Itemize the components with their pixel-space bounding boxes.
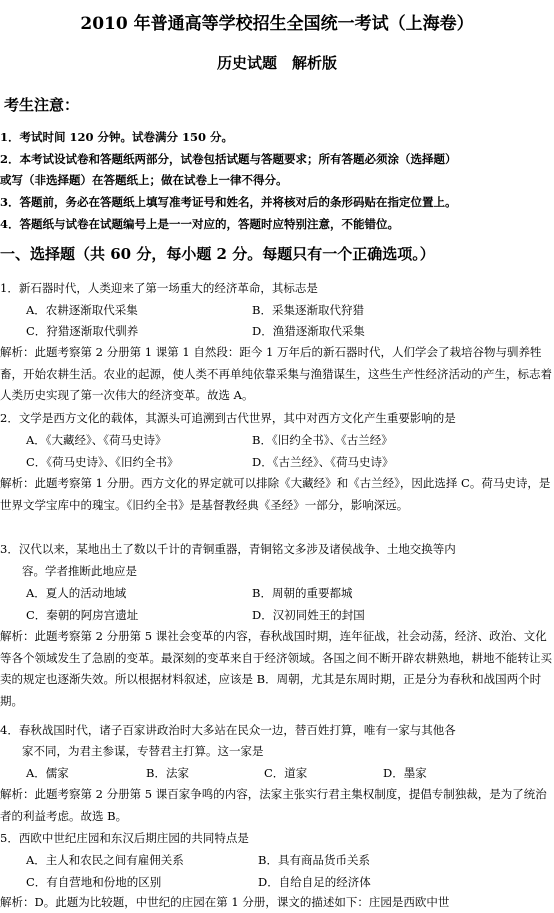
question-stem-continued: 容。学者推断此地应是 <box>22 564 137 578</box>
question-stem-continued: 家不同，为君主参谋，专替君主打算。这一家是 <box>22 744 264 758</box>
answer-analysis: 解析：此题考察第 2 分册第 5 课百家争鸣的内容，法家主张实行君主集权制度，提倡专制独裁，是为了统治者的利益考虑。故选 B。 <box>0 787 547 823</box>
notice-item: 2．本考试设试卷和答题纸两部分，试卷包括试题与答题要求；所有答题必须涂（选择题） <box>0 152 457 166</box>
answer-analysis: 解析：此题考察第 2 分册第 5 课社会变革的内容，春秋战国时期，连年征战，社会动荡，经济、政治、文化等各个领域发生了急剧的变革。最深刻的变革来自于经济领域。各国之间不断开辟农耕熟地，耕地不能转让买卖的规定也逐渐失效。所以根据材料叙述，应该是 B．周朝，尤其是东周时期，正是分为春秋和战国两个时期。 <box>0 629 552 708</box>
option-c: C．狩猎逐渐取代驯养 <box>26 324 139 338</box>
option-d: D．汉初同姓王的封国 <box>252 608 365 622</box>
answer-analysis: 解析：此题考察第 2 分册第 1 课第 1 自然段：距今 1 万年后的新石器时代，人们学会了栽培谷物与驯养牲畜，开始农耕生活。农业的起源，使人类不再单纯依靠采集与渔猎谋生，这些生产性经济活动的产生，标志着人类历史实现了第一次伟大的经济变革。故选 A。 <box>0 345 552 402</box>
question-stem: 3．汉代以来，某地出土了数以千计的青铜重器，青铜铭文多涉及诸侯战争、土地交换等内 <box>0 542 456 556</box>
option-c: C．《荷马史诗》、《旧约全书》 <box>26 455 179 469</box>
page-title: 2010 年普通高等学校招生全国统一考试（上海卷） <box>80 14 474 34</box>
option-d: D．自给自足的经济体 <box>258 875 371 889</box>
option-a: A．《大藏经》、《荷马史诗》 <box>26 433 167 447</box>
option-a: A．夏人的活动地域 <box>26 586 127 600</box>
option-a: A．农耕逐渐取代采集 <box>26 303 138 317</box>
notice-heading: 考生注意： <box>4 96 80 114</box>
option-d: D．墨家 <box>383 766 427 780</box>
section-heading: 一、选择题（共 60 分，每小题 2 分。每题只有一个正确选项。） <box>0 245 435 263</box>
option-b: B．采集逐渐取代狩猎 <box>252 303 364 317</box>
option-c: C．有自营地和份地的区别 <box>26 875 162 889</box>
question-stem: 1．新石器时代，人类迎来了第一场重大的经济革命，其标志是 <box>0 281 318 295</box>
option-d: D．渔猎逐渐取代采集 <box>252 324 365 338</box>
option-a: A．主人和农民之间有雇佣关系 <box>26 853 184 867</box>
option-d: D．《古兰经》、《荷马史诗》 <box>252 455 394 469</box>
answer-analysis: 解析：此题考察第 1 分册。西方文化的界定就可以排除《大藏经》和《古兰经》，因此选择 C。荷马史诗，是世界文学宝库中的瑰宝。《旧约全书》是基督教经典《圣经》一部分，影响深远。 <box>0 476 551 512</box>
notice-item: 或写（非选择题）在答题纸上；做在试卷上一律不得分。 <box>0 173 288 187</box>
option-c: C．道家 <box>264 766 308 780</box>
option-b: B．周朝的重要都城 <box>252 586 353 600</box>
notice-item: 1．考试时间 120 分钟。试卷满分 150 分。 <box>0 130 234 144</box>
option-c: C．秦朝的阿房宫遗址 <box>26 608 139 622</box>
question-stem: 2．文学是西方文化的载体，其源头可追溯到古代世界，其中对西方文化产生重要影响的是 <box>0 411 456 425</box>
option-b: B．具有商品货币关系 <box>258 853 370 867</box>
option-a: A．儒家 <box>26 766 69 780</box>
option-b: B．法家 <box>146 766 189 780</box>
question-stem: 4．春秋战国时代，诸子百家讲政治时大多站在民众一边，替百姓打算，唯有一家与其他各 <box>0 723 456 737</box>
notice-item: 3．答题前，务必在答题纸上填写准考证号和姓名，并将核对后的条形码贴在指定位置上。 <box>0 195 457 209</box>
option-b: B．《旧约全书》、《古兰经》 <box>252 433 393 447</box>
notice-item: 4．答题纸与试卷在试题编号上是一一对应的，答题时应特别注意，不能错位。 <box>0 217 399 231</box>
question-stem: 5．西欧中世纪庄园和东汉后期庄园的共同特点是 <box>0 831 249 845</box>
page-subtitle: 历史试题 解析版 <box>216 54 337 72</box>
answer-analysis: 解析：D。此题为比较题，中世纪的庄园在第 1 分册，课文的描述如下：庄园是西欧中世 <box>0 895 450 909</box>
